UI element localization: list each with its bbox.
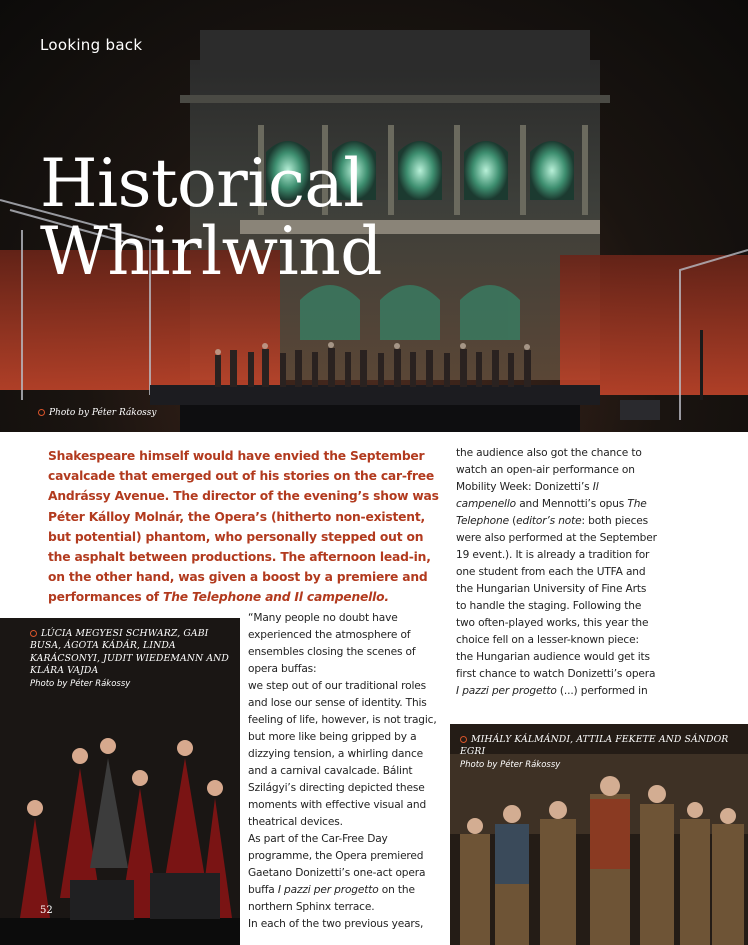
photo-dancers (0, 618, 240, 945)
right-text-a: the audience also got the chance to watch an open-air performance on Mobility Week: Donizetti’s (456, 447, 642, 493)
right-text-d: : both pieces were also performed at the September 19 event.). It is already a tradition for one student from each the UTFA and the Hungarian University of Fine Arts to handle the staging. Following the two often-played works, this year the choice fell on a lesser-known piece: (456, 515, 657, 646)
right-text-c: ( (508, 515, 517, 527)
title-line-1: Historical (40, 145, 364, 222)
page-title (40, 145, 382, 290)
para-3b: on the northern Sphinx terrace. (248, 884, 415, 913)
para-1: “Many people no doubt have experienced the atmosphere of ensembles closing the scenes of opera buffas: (248, 612, 416, 675)
para-3-italic: I pazzi per progetto (277, 884, 379, 896)
caption-dot-icon (30, 630, 37, 637)
right-italic-a: Il campenello (456, 481, 599, 510)
lead-italic: The Telephone and Il campenello. (163, 590, 389, 605)
singers-caption-dot-icon (460, 736, 467, 743)
singers-photo-credit: Photo by Péter Rákossy (460, 759, 561, 770)
title-line-2: Whirlwind (40, 213, 382, 290)
para-3a: As part of the Car-Free Day programme, the Opera premiered Gaetano Donizetti’s one-act opera buffa (248, 833, 426, 896)
section-label: Looking back (40, 36, 143, 54)
lead-paragraph (48, 446, 448, 608)
dancers-caption-names (30, 628, 238, 678)
lead-text: Shakespeare himself would have envied the September cavalcade that emerged out of his stories on the car-free Andrássy Avenue. The director of the evening’s show was Péter Kálloy Molnár, the Opera’s (hitherto non-existent, but potential) phantom, who personally stepped out on the asphalt between productions. The afternoon lead-in, on the other hand, was given a boost by a premiere and performances of (48, 449, 439, 605)
right-text-b: and Mennotti’s opus (515, 498, 628, 510)
singers-names-text: MIHÁLY KÁLMÁNDI, ATTILA FEKETE AND SÁNDOR EGRI (460, 734, 729, 758)
dancers-caption (30, 628, 238, 690)
hero-photo (0, 0, 748, 432)
right-italic-b: The Telephone (456, 498, 647, 527)
para-2: we step out of our traditional roles and lose our sense of identity. This feeling of life, however, is not tragic, but more like being gripped by a dizzying tension, a whirling dance and a carnival cavalcade. Bálint Szilágyi’s directing depicted these moments with effective visual and theatrical devices. (248, 680, 437, 828)
right-text-f: (...) performed in (556, 685, 648, 697)
body-column-right (456, 445, 658, 700)
singers-caption-names (460, 734, 745, 759)
singers-caption (460, 734, 745, 771)
dancers-names-text: LÚCIA MEGYESI SCHWARZ, GABI BUSA, ÁGOTA KÁDÁR, LINDA KARÁCSONYI, JUDIT WIEDEMANN AND KLÁRA VAJDA (30, 628, 229, 677)
photo-singers (450, 724, 748, 945)
hero-photo-credit (38, 408, 157, 418)
dancers-photo-credit: Photo by Péter Rákossy (30, 678, 131, 689)
credit-dot-icon (38, 409, 45, 416)
right-text-e: the Hungarian audience would get its first chance to watch Donizetti’s opera (456, 651, 656, 680)
right-italic-c: editor’s note (516, 515, 582, 527)
body-column-middle (248, 610, 443, 933)
page-number: 52 (40, 905, 53, 916)
right-italic-e: I pazzi per progetto (456, 685, 557, 697)
hero-credit-text: Photo by Péter Rákossy (49, 408, 157, 418)
para-4: In each of the two previous years, (248, 918, 424, 930)
